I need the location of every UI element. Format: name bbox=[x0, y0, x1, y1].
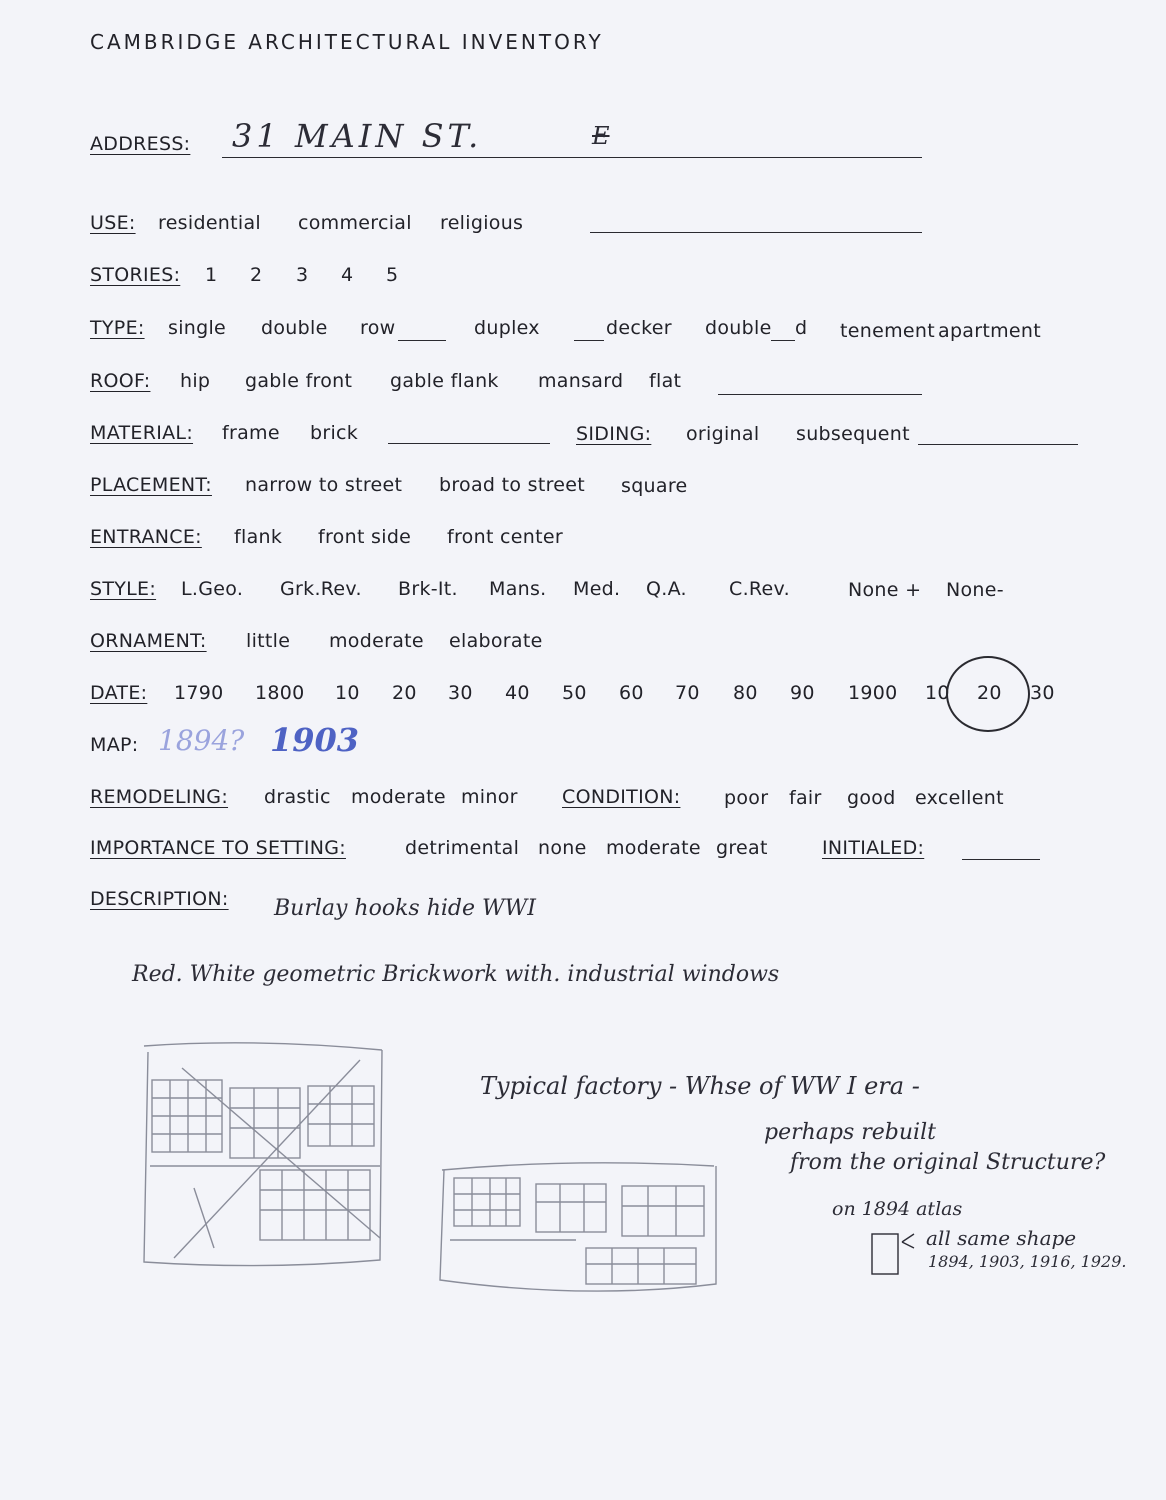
date-1810: 10 bbox=[335, 682, 360, 704]
style-grkrev: Grk.Rev. bbox=[280, 578, 362, 600]
placement-label: PLACEMENT: bbox=[90, 474, 212, 496]
use-commercial: commercial bbox=[298, 212, 412, 234]
address-value: 31 MAIN ST. bbox=[232, 117, 483, 155]
map-label: MAP: bbox=[90, 734, 139, 756]
style-none-plus: None + bbox=[848, 579, 922, 601]
date-1910: 10 bbox=[925, 682, 950, 704]
address-label: ADDRESS: bbox=[90, 133, 191, 155]
note-same-shape: all same shape bbox=[926, 1226, 1077, 1250]
address-line bbox=[222, 157, 922, 158]
date-1850: 50 bbox=[562, 682, 587, 704]
material-other-line bbox=[388, 443, 550, 444]
use-label: USE: bbox=[90, 212, 136, 234]
note-original-structure: from the original Structure? bbox=[790, 1150, 1106, 1175]
note-rebuilt: perhaps rebuilt bbox=[764, 1120, 936, 1145]
stories-1: 1 bbox=[205, 264, 218, 286]
form-title: CAMBRIDGE ARCHITECTURAL INVENTORY bbox=[90, 30, 604, 54]
note-typical-factory: Typical factory - Whse of WW I era - bbox=[480, 1072, 920, 1100]
importance-none: none bbox=[538, 837, 587, 859]
siding-subsequent: subsequent bbox=[796, 423, 910, 445]
style-none-minus: None- bbox=[946, 579, 1004, 601]
initialed-line bbox=[962, 859, 1040, 860]
style-label: STYLE: bbox=[90, 578, 157, 600]
roof-hip: hip bbox=[180, 370, 211, 392]
entrance-flank: flank bbox=[234, 526, 283, 548]
roof-label: ROOF: bbox=[90, 370, 151, 392]
entrance-front-side: front side bbox=[318, 526, 412, 548]
importance-moderate: moderate bbox=[606, 837, 701, 859]
ornament-little: little bbox=[246, 630, 291, 652]
entrance-label: ENTRANCE: bbox=[90, 526, 202, 548]
note-1894-atlas: on 1894 atlas bbox=[832, 1198, 963, 1220]
condition-poor: poor bbox=[724, 787, 769, 809]
type-decker-blank bbox=[574, 340, 604, 341]
stories-label: STORIES: bbox=[90, 264, 181, 286]
importance-great: great bbox=[716, 837, 768, 859]
address-struck: E bbox=[592, 122, 610, 150]
type-single: single bbox=[168, 317, 227, 339]
use-other-line bbox=[590, 232, 922, 233]
condition-label: CONDITION: bbox=[562, 786, 681, 808]
roof-gable-flank: gable flank bbox=[390, 370, 499, 392]
siding-label: SIDING: bbox=[576, 423, 652, 445]
placement-square: square bbox=[621, 475, 688, 497]
description-label: DESCRIPTION: bbox=[90, 888, 229, 910]
date-1870: 70 bbox=[675, 682, 700, 704]
importance-label: IMPORTANCE TO SETTING: bbox=[90, 837, 346, 859]
ornament-moderate: moderate bbox=[329, 630, 424, 652]
type-decker: decker bbox=[606, 317, 672, 339]
style-lgeo: L.Geo. bbox=[181, 578, 244, 600]
entrance-front-center: front center bbox=[447, 526, 563, 548]
date-1920: 20 bbox=[977, 682, 1002, 704]
importance-detrimental: detrimental bbox=[405, 837, 520, 859]
stories-4: 4 bbox=[341, 264, 354, 286]
date-1790: 1790 bbox=[174, 682, 224, 704]
date-label: DATE: bbox=[90, 682, 148, 704]
type-row-blank bbox=[398, 340, 446, 341]
note-map-years: 1894, 1903, 1916, 1929. bbox=[928, 1252, 1127, 1271]
type-row: row bbox=[360, 317, 396, 339]
date-1890: 90 bbox=[790, 682, 815, 704]
date-1830: 30 bbox=[448, 682, 473, 704]
placement-narrow: narrow to street bbox=[245, 474, 403, 496]
date-selection-circle bbox=[946, 656, 1030, 732]
remodeling-drastic: drastic bbox=[264, 786, 331, 808]
ornament-label: ORNAMENT: bbox=[90, 630, 207, 652]
remodeling-minor: minor bbox=[461, 786, 518, 808]
type-double-d-blank bbox=[771, 340, 795, 341]
footprint-sketch bbox=[866, 1226, 920, 1278]
placement-broad: broad to street bbox=[439, 474, 586, 496]
stories-2: 2 bbox=[250, 264, 263, 286]
material-frame: frame bbox=[222, 422, 280, 444]
description-line-1: Burlay hooks hide WWI bbox=[274, 896, 536, 921]
roof-mansard: mansard bbox=[538, 370, 624, 392]
siding-other-line bbox=[918, 444, 1078, 445]
stories-3: 3 bbox=[296, 264, 309, 286]
siding-original: original bbox=[686, 423, 760, 445]
use-religious: religious bbox=[440, 212, 524, 234]
type-d-suffix: d bbox=[795, 317, 808, 339]
description-line-2: Red. White geometric Brickwork with. industrial windows bbox=[132, 962, 780, 987]
type-double-d: double bbox=[705, 317, 772, 339]
condition-good: good bbox=[847, 787, 896, 809]
building-sketch-right bbox=[436, 1150, 726, 1300]
roof-flat: flat bbox=[649, 370, 682, 392]
stories-5: 5 bbox=[386, 264, 399, 286]
condition-excellent: excellent bbox=[915, 787, 1004, 809]
date-1820: 20 bbox=[392, 682, 417, 704]
type-tenement: tenement bbox=[840, 320, 935, 342]
use-residential: residential bbox=[158, 212, 262, 234]
roof-gable-front: gable front bbox=[245, 370, 353, 392]
type-double: double bbox=[261, 317, 328, 339]
date-1860: 60 bbox=[619, 682, 644, 704]
style-med: Med. bbox=[573, 578, 621, 600]
date-1840: 40 bbox=[505, 682, 530, 704]
initialed-label: INITIALED: bbox=[822, 837, 925, 859]
date-1930: 30 bbox=[1030, 682, 1055, 704]
ornament-elaborate: elaborate bbox=[449, 630, 543, 652]
remodeling-moderate: moderate bbox=[351, 786, 446, 808]
date-1900: 1900 bbox=[848, 682, 898, 704]
style-qa: Q.A. bbox=[646, 578, 687, 600]
type-label: TYPE: bbox=[90, 317, 145, 339]
roof-other-line bbox=[718, 394, 922, 395]
material-label: MATERIAL: bbox=[90, 422, 194, 444]
style-crev: C.Rev. bbox=[729, 578, 790, 600]
type-duplex: duplex bbox=[474, 317, 540, 339]
building-sketch-left bbox=[134, 1038, 394, 1270]
type-apartment: apartment bbox=[938, 320, 1041, 342]
date-1800: 1800 bbox=[255, 682, 305, 704]
map-value-1: 1894? bbox=[158, 724, 245, 757]
condition-fair: fair bbox=[789, 787, 822, 809]
remodeling-label: REMODELING: bbox=[90, 786, 229, 808]
style-mans: Mans. bbox=[489, 578, 547, 600]
map-value-2: 1903 bbox=[270, 721, 360, 759]
style-brkit: Brk-It. bbox=[398, 578, 458, 600]
date-1880: 80 bbox=[733, 682, 758, 704]
material-brick: brick bbox=[310, 422, 359, 444]
